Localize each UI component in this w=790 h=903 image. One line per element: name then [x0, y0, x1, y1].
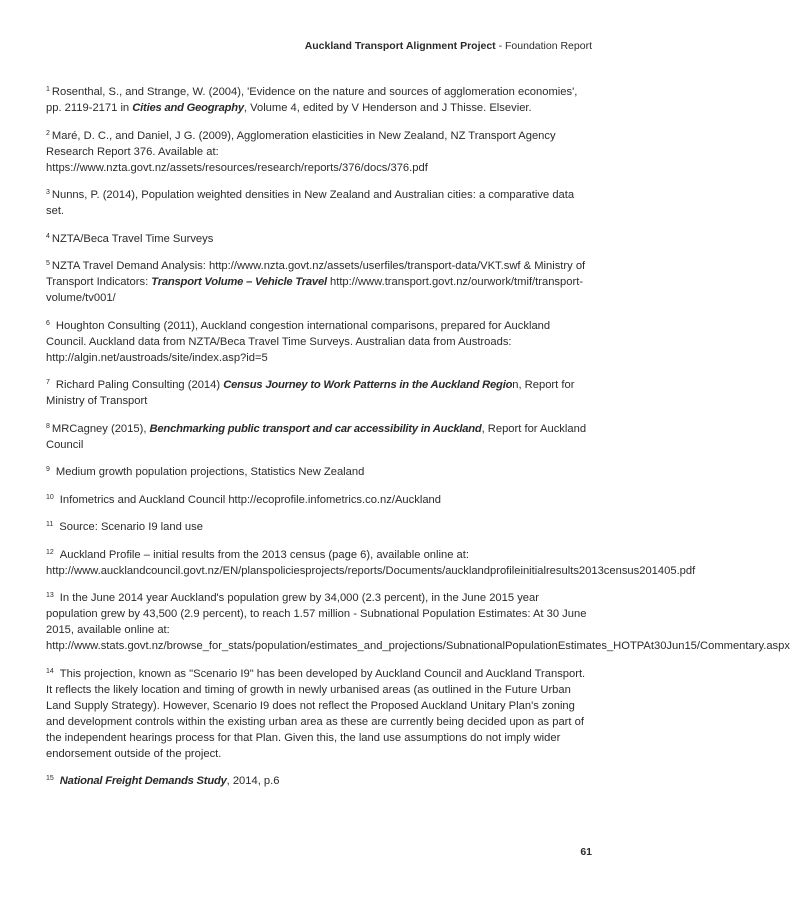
footnote [46, 464, 592, 480]
footnote-italic-title: Cities and Geography [132, 102, 244, 114]
footnote-italic-title: National Freight Demands Study [59, 775, 227, 787]
footnote-text: In the June 2014 year Auckland's population grew by 34,000 (2.3 percent), in the June 2015 year population grew by 43,500 (2.9 percent), to reach 1.57 million - Subnational Population Estimates: At 30 June 2015, available online at: http://www.stats.govt.nz/browse_for_stats/population/estimates_and_projections/SubnationalPopulationEstimates_HOTPAt30Jun15/Commentary.aspx [46, 592, 790, 652]
footnote-text: Source: Scenario I9 land use [59, 521, 203, 533]
footnote [46, 590, 790, 654]
footnote-number: 5 [46, 260, 50, 267]
footnote-italic-title: Benchmarking public transport and car accessibility in Auckland [149, 422, 482, 435]
footnote [46, 377, 592, 409]
footnote-number: 6 [46, 319, 50, 327]
header-title: Auckland Transport Alignment Project [304, 40, 496, 52]
footnote [46, 187, 592, 219]
footnote-text: NZTA/Beca Travel Time Surveys [51, 232, 214, 245]
footnote-number: 4 [46, 232, 50, 240]
footnote [46, 492, 592, 508]
footnote [46, 773, 592, 789]
footnote [46, 128, 592, 176]
footnote [46, 547, 696, 579]
footnote-number: 13 [46, 592, 54, 599]
footnote [46, 318, 592, 366]
footnote [46, 519, 592, 535]
footnote-text: MRCagney (2015), [51, 422, 150, 435]
footnote-text: Auckland Profile – initial results from the 2013 census (page 6), available online at: http://www.aucklandcouncil.govt.nz/EN/planspoliciesprojects/reports/Documents/aucklandprofileinitialresults2013census201405.pdf [46, 548, 696, 577]
footnote-text: Medium growth population projections, Statistics New Zealand [55, 466, 365, 478]
footnote [46, 231, 592, 247]
footnote-text-tail: , 2014, p.6 [226, 775, 280, 787]
footnote-text: Houghton Consulting (2011), Auckland congestion international comparisons, prepared for Auckland Council. Auckland data from NZTA/Beca Travel Time Surveys. Australian data from Austroads: http://algin.net/austroads/site/index.asp?id=5 [46, 319, 551, 364]
footnote-number: 9 [46, 466, 50, 473]
footnote-text: Nunns, P. (2014), Population weighted densities in New Zealand and Australian cities: a comparative data set. [46, 189, 575, 217]
footnote-text: This projection, known as "Scenario I9" has been developed by Auckland Council and Auckland Transport. It reflects the likely location and timing of growth in newly urbanised areas (as outlined in the Future Urban Land Supply Strategy). However, Scenario I9 does not reflect the Proposed Auckland Unitary Plan's zoning and development controls within the existing urban area as these are currently being decided upon as part of the independent hearings process for that Plan. Given this, the land use assumptions do not imply wider endorsement outside of the project. [46, 667, 586, 760]
header-subtitle: Foundation Report [505, 40, 592, 52]
footnote-text: Richard Paling Consulting (2014) [55, 379, 224, 391]
footnote-text: Infometrics and Auckland Council http://ecoprofile.infometrics.co.nz/Auckland [59, 493, 441, 506]
footnotes-list [46, 84, 790, 801]
footnote [46, 258, 592, 306]
footnote-number: 2 [46, 129, 50, 137]
page-number: 61 [580, 846, 592, 858]
header-separator: - [495, 40, 506, 52]
footnote-text-tail: http://www.transport.govt.nz/ourwork/tmif/transport-volume/tv001/ [46, 276, 584, 304]
footnote-text-tail: n, Report for Ministry of Transport [46, 379, 575, 407]
footnote-number: 14 [46, 667, 54, 675]
footnote-italic-title: Transport Volume – Vehicle Travel [151, 276, 327, 288]
footnote-number: 10 [46, 493, 54, 501]
footnote-text: Maré, D. C., and Daniel, J G. (2009), Agglomeration elasticities in New Zealand, NZ Transport Agency Research Report 376. Available at: https://www.nzta.govt.nz/assets/resources/research/reports/376/docs/376.pdf [46, 129, 556, 174]
footnote-text-tail: , Volume 4, edited by V Henderson and J Thisse. Elsevier. [243, 102, 532, 114]
footnote-number: 3 [46, 189, 50, 196]
footnote-italic-title: Census Journey to Work Patterns in the Auckland Regio [223, 379, 513, 391]
footnote-number: 11 [46, 521, 54, 528]
footnote-text: Rosenthal, S., and Strange, W. (2004), 'Evidence on the nature and sources of agglomeration economies', pp. 2119-2171 in [46, 86, 578, 114]
footnote-number: 15 [46, 775, 54, 782]
footnote-number: 7 [46, 379, 50, 386]
footnote-number: 12 [46, 548, 54, 556]
running-header [305, 40, 592, 52]
footnote-text-tail: , Report for Auckland Council [46, 422, 587, 451]
footnote-number: 1 [46, 86, 50, 93]
footnote [46, 666, 592, 762]
footnote [46, 421, 592, 453]
footnote-number: 8 [46, 422, 50, 430]
footnote-text: NZTA Travel Demand Analysis: http://www.nzta.govt.nz/assets/userfiles/transport-data/VKT.swf & Ministry of Transport Indicators: [46, 260, 586, 288]
footnote [46, 84, 592, 116]
